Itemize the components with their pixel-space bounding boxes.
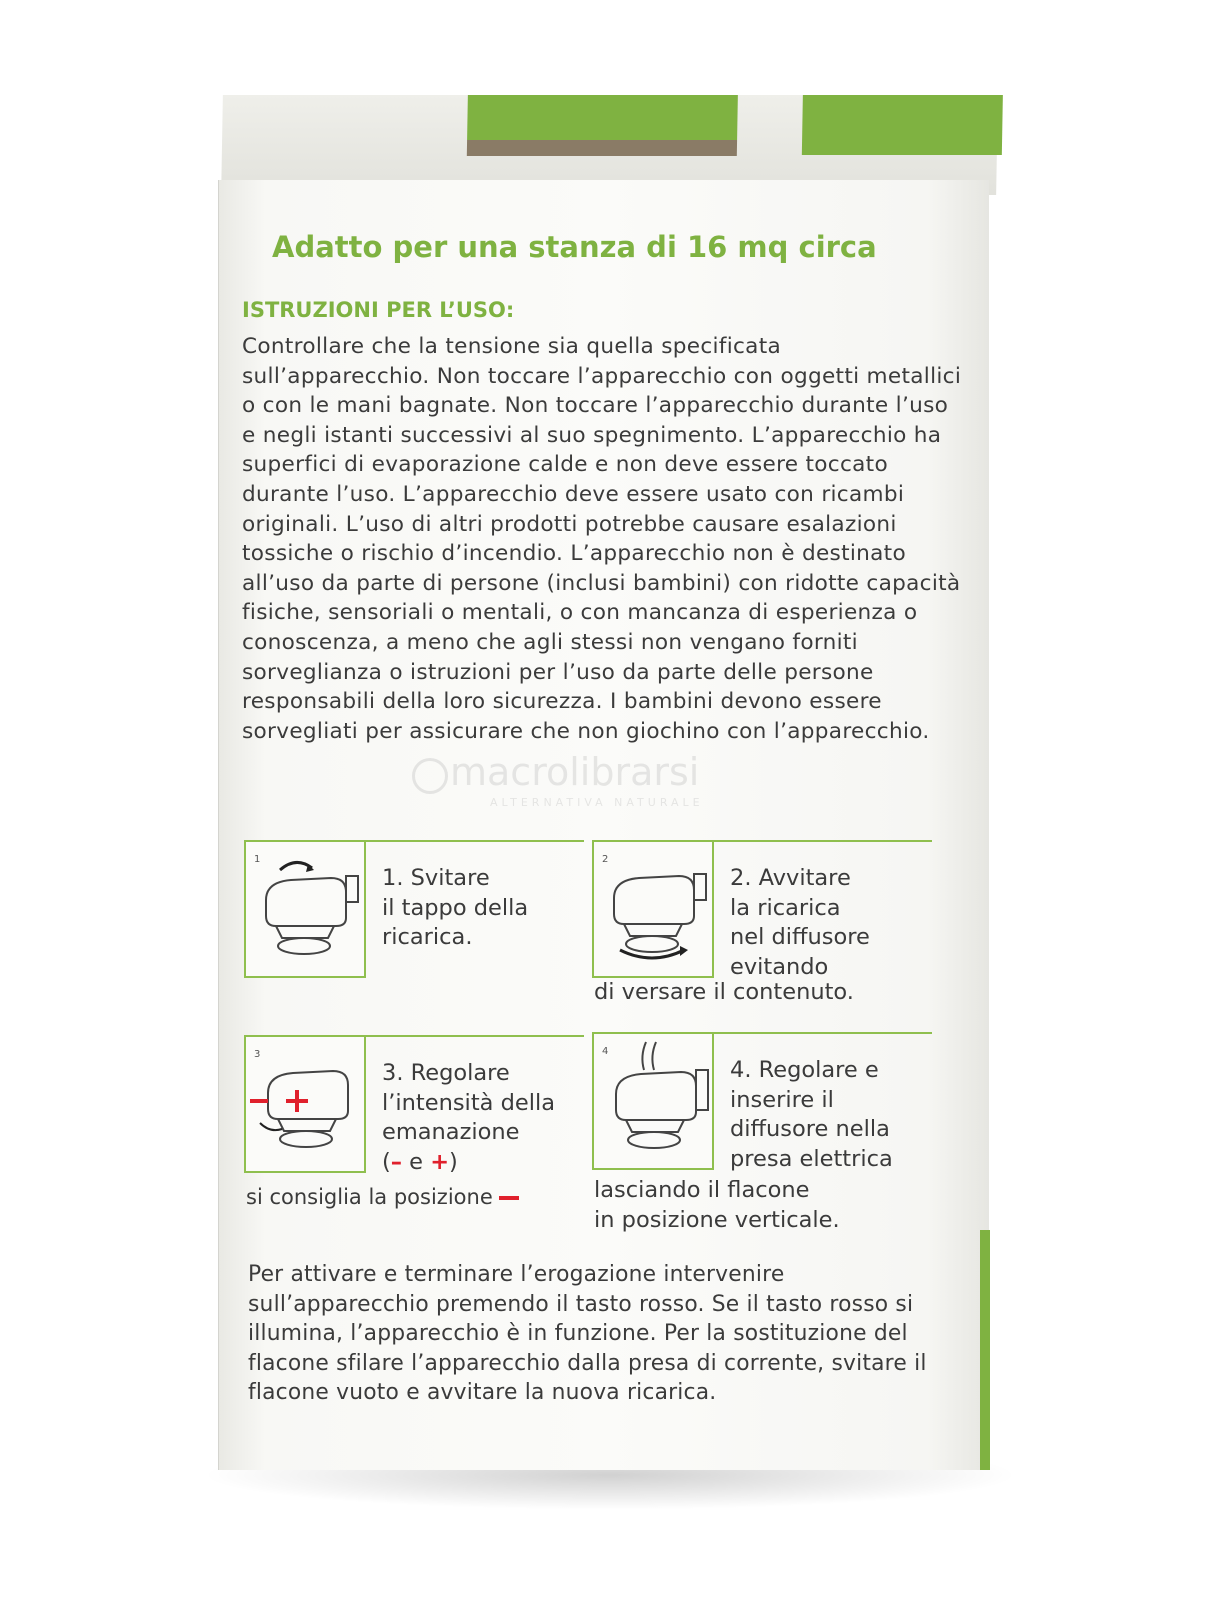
plus-sign: +	[430, 1148, 450, 1175]
step-3-text	[382, 1059, 592, 1177]
step-3-illustration	[244, 1035, 366, 1173]
footer-text: Per attivare e terminare l’erogazione intervenire sull’apparecchio premendo il tasto rosso. Se il tasto rosso si illumina, l’apparecchio è in funzione. Per la sostituzione del flacone sfilare l’apparecchio dalla presa di corrente, svitare il flacone vuoto e avvitare la nuova ricarica.	[248, 1262, 927, 1406]
step-4-extra: lasciando il flacone in posizione verticale.	[594, 1177, 840, 1233]
top-green-label	[467, 95, 738, 140]
step-1	[244, 840, 584, 990]
watermark-sub: ALTERNATIVA NATURALE	[490, 796, 704, 809]
step-1-illustration	[244, 840, 366, 978]
step-number: 3	[254, 1049, 261, 1060]
diffuser-unscrew-icon	[246, 842, 364, 976]
diffuser-adjust-icon	[246, 1037, 364, 1171]
headline: Adatto per una stanza di 16 mq circa	[272, 230, 877, 264]
step-4-illustration	[592, 1032, 714, 1170]
step-3-sign-close: )	[449, 1148, 458, 1175]
instructions-title: ISTRUZIONI PER L’USO:	[242, 298, 515, 322]
diffuser-plug-icon	[594, 1034, 712, 1168]
minus-sign: –	[390, 1148, 403, 1175]
step-2-illustration	[592, 840, 714, 978]
step-3-extra	[246, 1183, 519, 1213]
step-3-sign-open: (	[382, 1148, 391, 1175]
watermark-main: macrolibrarsi	[450, 750, 700, 794]
step-2-text: 2. Avvitare la ricarica nel diffusore evitando	[730, 865, 870, 980]
step-3-e: e	[402, 1148, 431, 1175]
step-3-extra-text: si consiglia la posizione	[246, 1185, 493, 1209]
top-green-label-2	[802, 95, 1003, 155]
step-4	[592, 1032, 932, 1233]
step-number: 4	[602, 1046, 609, 1057]
step-3	[244, 1035, 584, 1209]
step-number: 1	[254, 854, 261, 865]
instructions-text: Controllare che la tensione sia quella specificata sull’apparecchio. Non toccare l’apparecchio con oggetti metallici o con le mani bagnate. Non toccare l’apparecchio durante l’uso e negli istanti successivi al suo spegnimento. L’apparecchio ha superfici di evaporazione calde e non deve essere toccato durante l’uso. L’apparecchio deve essere usato con ricambi originali. L’uso di altri prodotti potrebbe causare esalazioni tossiche o rischio d’incendio. L’apparecchio non è destinato all’uso da parte di persone (inclusi bambini) con ridotte capacità fisiche, sensoriali o mentali, o con mancanza di esperienza o conoscenza, a meno che agli stessi non vengano forniti sorveglianza o istruzioni per l’uso da parte delle persone responsabili della loro sicurezza. I bambini devono essere sorvegliati per assicurare che non giochino con l’apparecchio.	[242, 334, 962, 744]
step-3-text-main: 3. Regolare l’intensità della emanazione	[382, 1060, 555, 1146]
step-2	[592, 840, 932, 1005]
diffuser-screw-icon	[594, 842, 712, 976]
step-2-extra: di versare il contenuto.	[594, 979, 854, 1005]
top-brown-band	[467, 140, 737, 156]
minus-position-icon	[499, 1196, 519, 1200]
green-edge-strip	[980, 1230, 990, 1470]
step-4-text: 4. Regolare e inserire il diffusore nella presa elettrica	[730, 1057, 893, 1172]
step-1-text: 1. Svitare il tappo della ricarica.	[382, 865, 529, 951]
step-number: 2	[602, 854, 609, 865]
